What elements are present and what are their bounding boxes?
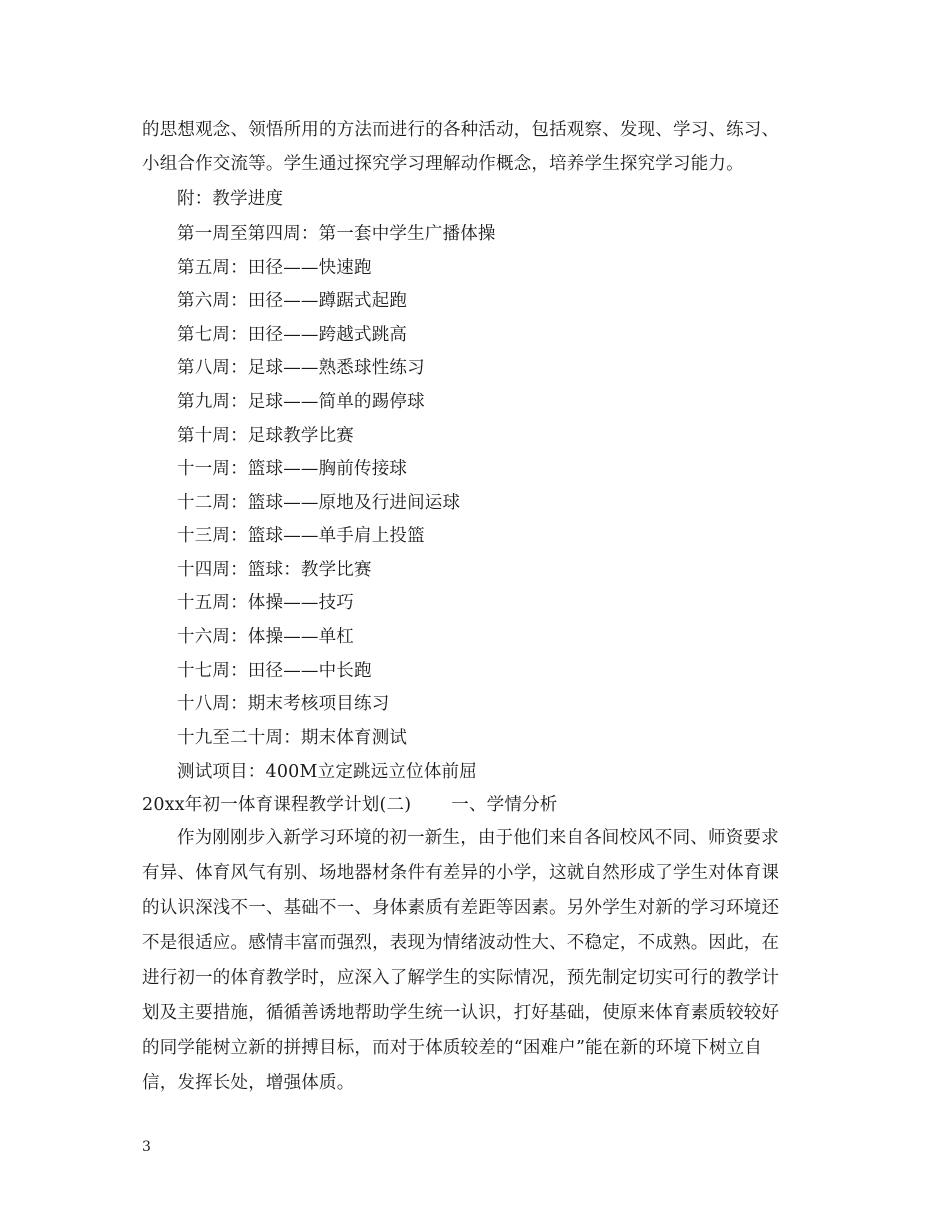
section-heading <box>142 793 557 817</box>
intro-line-1: 的思想观念、领悟所用的方法而进行的各种活动，包括观察、发现、学习、练习、 <box>142 120 780 140</box>
schedule-item: 十三周：篮球——单手肩上投篮 <box>177 526 425 546</box>
analysis-line: 有异、体育风气有别、场地器材条件有差异的小学，这就自然形成了学生对体育课 <box>142 863 780 883</box>
schedule-item: 十四周：篮球：教学比赛 <box>177 560 372 580</box>
analysis-line: 进行初一的体育教学时，应深入了解学生的实际情况，预先制定切实可行的教学计 <box>142 968 780 988</box>
analysis-line: 的认识深浅不一、基础不一、身体素质有差距等因素。另外学生对新的学习环境还 <box>142 898 780 918</box>
schedule-item: 十五周：体操——技巧 <box>177 593 354 613</box>
schedule-item: 第十周：足球教学比赛 <box>177 426 354 446</box>
schedule-item: 第六周：田径——蹲踞式起跑 <box>177 291 408 311</box>
analysis-line: 作为刚刚步入新学习环境的初一新生，由于他们来自各间校风不同、师资要求 <box>177 828 779 848</box>
analysis-line: 信，发挥长处，增强体质。 <box>142 1073 355 1093</box>
schedule-item: 十六周：体操——单杠 <box>177 627 354 647</box>
page-number: 3 <box>142 1139 151 1155</box>
analysis-line: 的同学能树立新的拼搏目标，而对于体质较差的“困难户”能在新的环境下树立自 <box>142 1038 763 1058</box>
intro-line-2: 小组合作交流等。学生通过探究学习理解动作概念，培养学生探究学习能力。 <box>142 154 744 174</box>
test-items: 测试项目：400M立定跳远立位体前屈 <box>177 762 477 782</box>
schedule-item: 十八周：期末考核项目练习 <box>177 694 390 714</box>
schedule-item: 第一周至第四周：第一套中学生广播体操 <box>177 224 496 244</box>
schedule-item: 第八周：足球——熟悉球性练习 <box>177 358 425 378</box>
analysis-line: 不是很适应。感情丰富而强烈，表现为情绪波动性大、不稳定，不成熟。因此，在 <box>142 933 780 953</box>
appendix-title: 附：教学进度 <box>177 189 284 209</box>
section-subtitle: 一、学情分析 <box>451 795 558 815</box>
schedule-item: 第五周：田径——快速跑 <box>177 258 372 278</box>
analysis-line: 划及主要措施，循循善诱地帮助学生统一认识，打好基础，使原来体育素质较较好 <box>142 1003 780 1023</box>
schedule-item: 第九周：足球——简单的踢停球 <box>177 392 425 412</box>
schedule-item: 第七周：田径——跨越式跳高 <box>177 325 408 345</box>
schedule-item: 十一周：篮球——胸前传接球 <box>177 459 408 479</box>
schedule-item: 十七周：田径——中长跑 <box>177 661 372 681</box>
schedule-item: 十二周：篮球——原地及行进间运球 <box>177 493 461 513</box>
section-title: 20xx年初一体育课程教学计划(二) <box>142 795 412 815</box>
schedule-item: 十九至二十周：期末体育测试 <box>177 728 408 748</box>
